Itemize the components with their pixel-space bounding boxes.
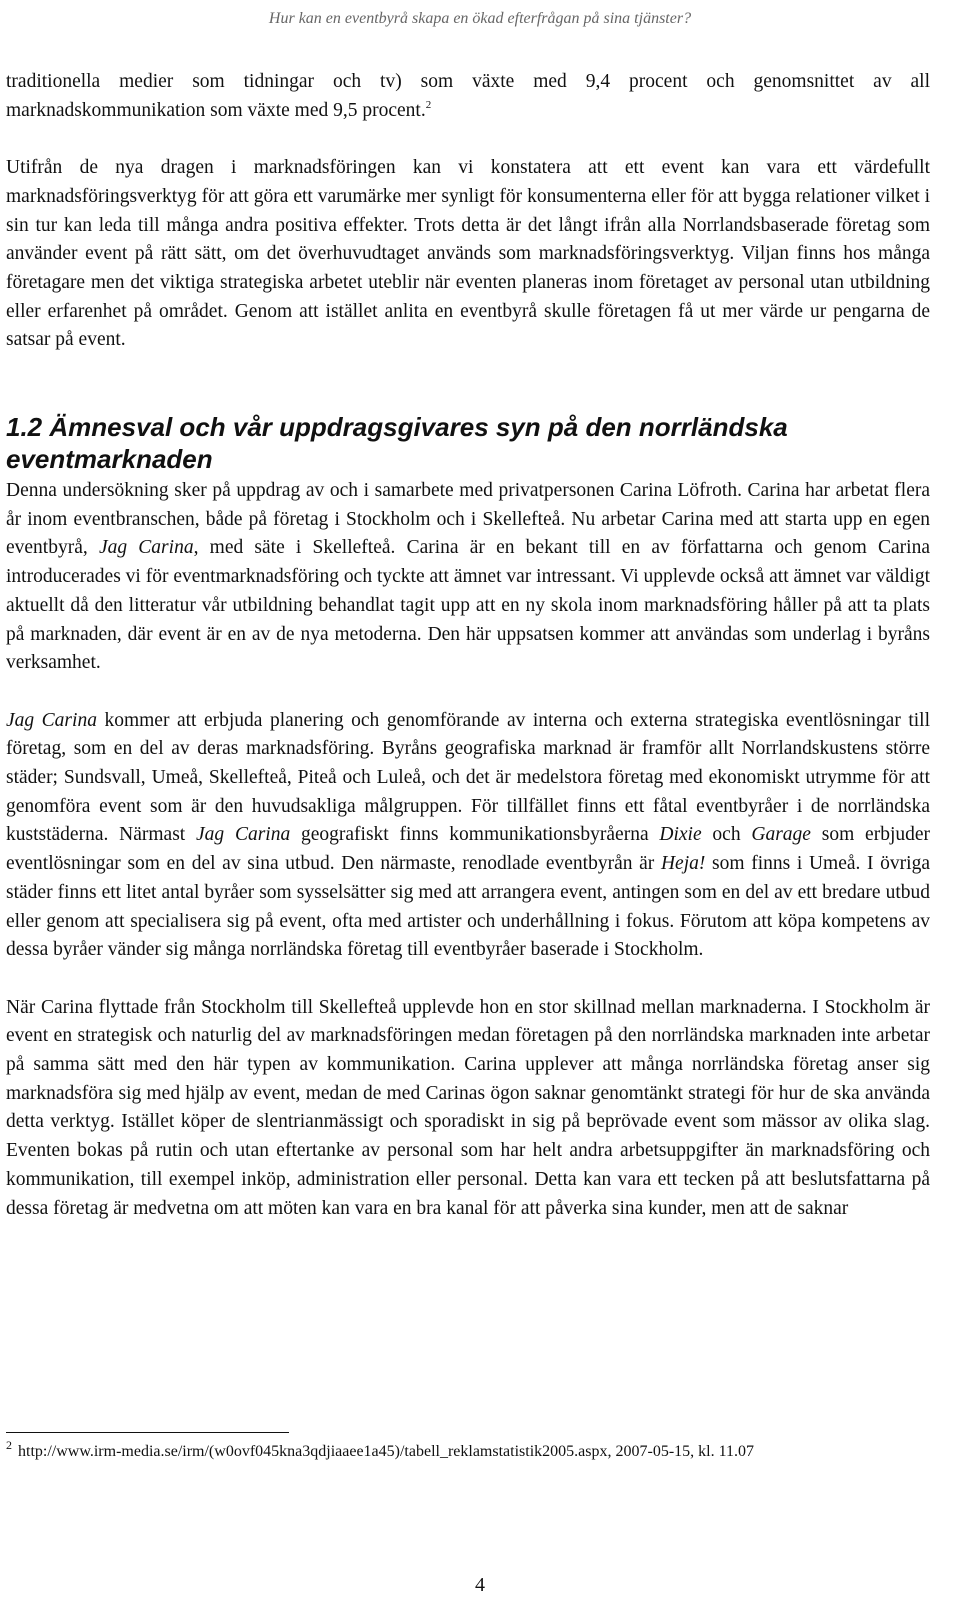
company-name-jag-carina: Jag Carina <box>196 824 291 846</box>
section-paragraph-2-text-c: och <box>701 824 752 846</box>
section-heading: 1.2 Ämnesval och vår uppdragsgivares syn på den norrländska eventmarknaden <box>6 412 788 475</box>
footnote-text[interactable]: http://www.irm-media.se/irm/(w0ovf045kna3qdjiaaee1a45)/tabell_reklamstatistik2005.aspx, 2007-05-15, kl. 11.07 <box>18 1443 754 1460</box>
company-name-jag-carina: Jag Carina <box>6 709 97 731</box>
body-text <box>6 68 930 1223</box>
footnote <box>6 1440 936 1463</box>
section-paragraph-2-text-d: som erbjuder eventlösningar som en del av sina utbud. Den närmaste, renodlade eventbyrån är <box>6 824 931 875</box>
section-paragraph-2 <box>6 707 930 965</box>
intro-paragraph-1-text: traditionella medier som tidningar och tv) som växte med 9,4 procent och genomsnittet av all marknadskommunikation som växte med 9,5 procent. <box>6 71 930 121</box>
section-paragraph-2-text-a: kommer att erbjuda planering och genomförande av interna och externa strategiska eventlösningar till företag, som en del av deras marknadsföring. Byråns geografiska marknad är framför allt Norrlandskustens större städer; Sundsvall, Umeå, Skellefteå, Piteå och Luleå, och det är medelstora företag med ekonomiskt utrymme för att genomföra event som är den huvudsakliga målgruppen. För tillfället finns ett fåtal eventbyråer i de norrländska kuststäderna. Närmast <box>6 709 931 846</box>
company-name-jag-carina: Jag Carina <box>98 537 194 559</box>
running-header: Hur kan en eventbyrå skapa en ökad efterfrågan på sina tjänster? <box>268 10 692 27</box>
section-paragraph-1-text-b: , med säte i Skellefteå. Carina är en bekant till en av författarna och genom Carina introducerades vi för eventmarknadsföring och tyckte att ämnet var intressant. Vi upplevde också att ämnet var väldigt aktuellt då den litteratur vår utbildning behandlat tagit upp att en ny skola inom marknadsföring håller på att ta plats på marknaden, där event är en av de nya metoderna. Den här uppsatsen kommer att användas som underlag i byråns verksamhet. <box>6 537 930 674</box>
company-name-dixie: Dixie <box>659 824 702 846</box>
section-paragraph-1-text-a: Denna undersökning sker på uppdrag av och i samarbete med privatpersonen Carina Löfroth. Carina har arbetat flera år inom eventbranschen, både på företag i Stockholm och i Skellefteå. Nu arbetar Carina med att starta upp en egen eventbyrå, <box>6 480 930 559</box>
page-number: 4 <box>475 1574 485 1596</box>
intro-paragraph-1 <box>6 68 930 125</box>
footnote-divider <box>6 1432 289 1433</box>
section-paragraph-3: När Carina flyttade från Stockholm till Skellefteå upplevde hon en stor skillnad mellan marknaderna. I Stockholm är event en strategisk och naturlig del av marknadsföringen medan företagen på den norrländska marknaden inte arbetar på samma sätt med den här typen av kommunikation. Carina upplever att många norrländska företag anser sig marknadsföra sig med hjälp av event, medan de med Carinas ögon saknar genomtänkt strategi för hur de ska använda detta verktyg. Istället köper de slentrianmässigt och sporadiskt in sig på beprövade event som mässor av olika slag. Eventen bokas på rutin och utan eftertanke av personal som har helt andra arbetsuppgifter än marknadsföring och kommunikation, till exempel inköp, administration eller personal. Detta kan vara ett tecken på att beslutsfattarna på dessa företag är medvetna om att möten kan vara en bra kanal för att påverka sina kunder, men att de saknar <box>6 996 930 1219</box>
section-paragraph-1 <box>6 477 930 678</box>
intro-paragraph-2: Utifrån de nya dragen i marknadsföringen kan vi konstatera att ett event kan vara ett värdefullt marknadsföringsverktyg för att göra ett varumärke mer synligt för konsumenterna eller för att bygga relationer vilket i sin tur kan leda till många andra positiva effekter. Trots detta är det långt ifrån alla Norrlandsbaserade företag som använder event på rätt sätt, om det överhuvudtaget används som marknadsföringsverktyg. Viljan finns hos många företagare men det viktiga strategiska arbetet uteblir när eventen planeras inom företaget av personal utan utbildning eller erfarenhet på området. Genom att istället anlita en eventbyrå skulle företagen få ut mer värde ur pengarna de satsar på event. <box>6 157 930 351</box>
company-name-heja: Heja! <box>660 853 706 875</box>
section-paragraph-2-text-e: som finns i Umeå. I övriga städer finns ett litet antal byråer som sysselsätter sig med att arrangera event, antingen som en del av ett bredare utbud eller genom att specialisera sig på event, ofta med artister och underhållning i fokus. Förutom att köpa kompetens av dessa byråer vänder sig många norrländska företag till eventbyråer baserade i Stockholm. <box>6 853 931 961</box>
section-paragraph-2-text-b: geografiskt finns kommunikationsbyråerna <box>290 824 660 846</box>
footnote-number: 2 <box>6 1438 12 1452</box>
company-name-garage: Garage <box>751 824 811 846</box>
footnote-reference[interactable]: 2 <box>425 98 432 111</box>
